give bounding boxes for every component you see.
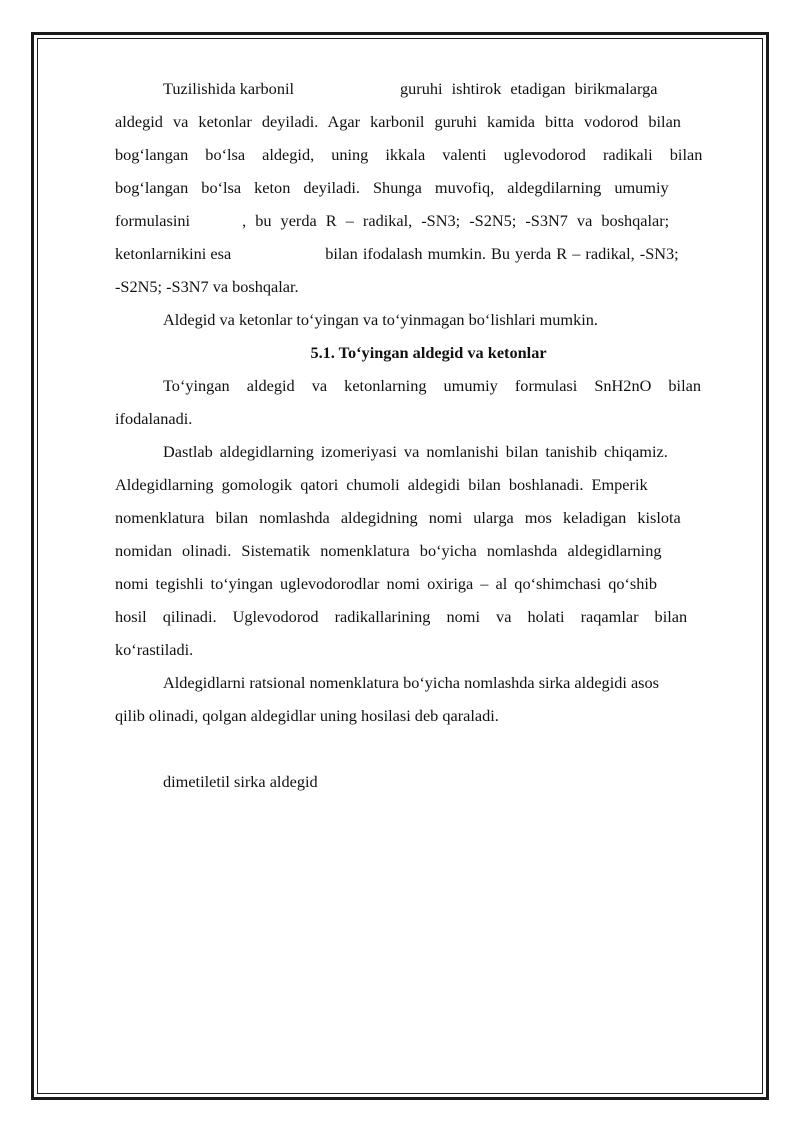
text-segment: guruhi ishtirok etadigan birikmalarga (400, 79, 658, 98)
text-line: ko‘rastiladi. (115, 640, 194, 659)
formula-space (115, 732, 742, 765)
document-body (115, 72, 742, 798)
structure-caption: dimetiletil sirka aldegid (163, 772, 318, 791)
text-line (115, 534, 742, 567)
text-segment: bog‘langan bo‘lsa aldegid, uning ikkala valenti uglevodorod radikali bilan (115, 145, 703, 164)
text-segment: , bu yerda R – radikal, -SN3; -S2N5; -S3N7 va boshqalar; (242, 211, 670, 230)
paragraph-formula (115, 369, 742, 435)
text-line: Aldegidlarni ratsional nomenklatura bo‘yicha nomlashda sirka aldegidi asos (163, 673, 659, 692)
paragraph-nomenclature (115, 435, 742, 666)
text-line (115, 435, 742, 468)
text-segment: nomenklatura bilan nomlashda aldegidning nomi ularga mos keladigan kislota (115, 508, 681, 527)
text-line (115, 237, 742, 270)
text-line: ifodalanadi. (115, 409, 193, 428)
text-line (115, 204, 742, 237)
text-line (115, 72, 742, 105)
text-segment: To‘yingan aldegid va ketonlarning umumiy formulasi SnH2nO bilan (163, 376, 701, 395)
text-line: qilib olinadi, qolgan aldegidlar uning hosilasi deb qaraladi. (115, 706, 499, 725)
text-segment: nomidan olinadi. Sistematik nomenklatura bo‘yicha nomlashda aldegidlarning (115, 541, 662, 560)
text-line (115, 105, 742, 138)
text-segment: bog‘langan bo‘lsa keton deyiladi. Shunga muvofiq, aldegdilarning umumiy (115, 178, 669, 197)
text-segment: hosil qilinadi. Uglevodorod radikallarining nomi va holati raqamlar bilan (115, 607, 688, 626)
text-segment: formulasini (115, 211, 191, 230)
text-line (115, 600, 742, 633)
text-line (115, 468, 742, 501)
text-line (115, 138, 742, 171)
text-segment: bilan ifodalash mumkin. Bu yerda R – radikal, -SN3; (325, 244, 679, 263)
paragraph-rational (115, 666, 742, 732)
text-segment: aldegid va ketonlar deyiladi. Agar karbonil guruhi kamida bitta vodorod bilan (115, 112, 681, 131)
section-heading: 5.1. To‘yingan aldegid va ketonlar (310, 343, 547, 362)
text-segment: Tuzilishida karbonil (163, 79, 295, 98)
text-line: -S2N5; -S3N7 va boshqalar. (115, 277, 299, 296)
text-segment: Dastlab aldegidlarning izomeriyasi va nomlanishi bilan tanishib chiqamiz. (163, 442, 668, 461)
paragraph-types: Aldegid va ketonlar to‘yingan va to‘yinmagan bo‘lishlari mumkin. (163, 310, 598, 329)
text-segment: Aldegidlarning gomologik qatori chumoli aldegidi bilan boshlanadi. Emperik (115, 475, 648, 494)
text-line (115, 171, 742, 204)
text-segment: ketonlarnikini esa (115, 244, 232, 263)
text-line (115, 501, 742, 534)
paragraph-definition (115, 72, 742, 303)
text-line (115, 369, 742, 402)
text-line (115, 567, 742, 600)
text-segment: nomi tegishli to‘yingan uglevodorodlar nomi oxiriga – al qo‘shimchasi qo‘shib (115, 574, 658, 593)
